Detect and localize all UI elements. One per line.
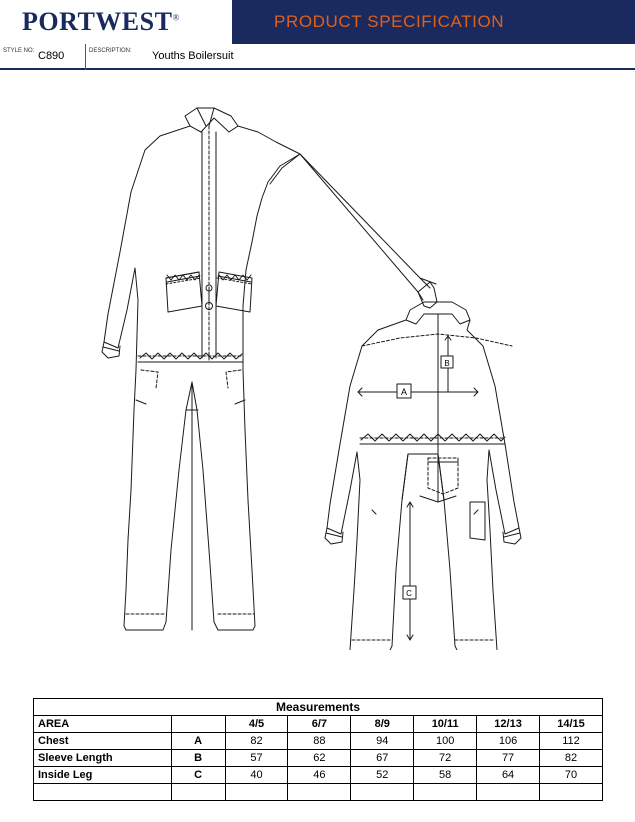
header-area: AREA: [34, 716, 172, 733]
callout-c: C: [406, 589, 412, 598]
header-size-8-9: 8/9: [351, 716, 414, 733]
header-size-14-15: 14/15: [540, 716, 603, 733]
style-label: STYLE NO:: [3, 48, 35, 54]
cell-inseam-14-15: 70: [540, 767, 603, 784]
back-view: [325, 302, 521, 650]
style-value: C890: [38, 50, 65, 62]
row-label-inside-leg: Inside Leg: [34, 767, 172, 784]
cell-chest-4-5: 82: [225, 733, 288, 750]
cell-empty-10-11: [414, 784, 477, 801]
cell-empty-12-13: [477, 784, 540, 801]
cell-chest-10-11: 100: [414, 733, 477, 750]
cell-sleeve-10-11: 72: [414, 750, 477, 767]
cell-inseam-8-9: 52: [351, 767, 414, 784]
table-row: [34, 767, 603, 784]
style-field: [0, 44, 86, 70]
boilersuit-illustration: [0, 70, 635, 650]
row-label-chest: Chest: [34, 733, 172, 750]
row-code-inside-leg: C: [171, 767, 225, 784]
front-view: [102, 108, 437, 630]
cell-inseam-6-7: 46: [288, 767, 351, 784]
row-label-empty: [34, 784, 172, 801]
table-row: [34, 733, 603, 750]
cell-sleeve-8-9: 67: [351, 750, 414, 767]
header-size-4-5: 4/5: [225, 716, 288, 733]
cell-empty-8-9: [351, 784, 414, 801]
cell-chest-6-7: 88: [288, 733, 351, 750]
description-value: Youths Boilersuit: [152, 50, 234, 62]
cell-sleeve-4-5: 57: [225, 750, 288, 767]
registered-mark-icon: ®: [172, 12, 180, 23]
cell-inseam-4-5: 40: [225, 767, 288, 784]
row-label-sleeve-length: Sleeve Length: [34, 750, 172, 767]
measurements-table: [33, 698, 603, 801]
cell-chest-8-9: 94: [351, 733, 414, 750]
cell-chest-12-13: 106: [477, 733, 540, 750]
cell-sleeve-12-13: 77: [477, 750, 540, 767]
callout-a: A: [400, 387, 408, 397]
row-code-chest: A: [171, 733, 225, 750]
header-size-10-11: 10/11: [414, 716, 477, 733]
measurements-table-wrapper: [33, 698, 603, 801]
table-row: [34, 750, 603, 767]
page-title: PRODUCT SPECIFICATION: [274, 12, 505, 31]
header-size-6-7: 6/7: [288, 716, 351, 733]
brand-name: PORTWEST®: [22, 7, 180, 36]
cell-sleeve-6-7: 62: [288, 750, 351, 767]
cell-empty-6-7: [288, 784, 351, 801]
row-code-sleeve-length: B: [171, 750, 225, 767]
cell-sleeve-14-15: 82: [540, 750, 603, 767]
cell-inseam-10-11: 58: [414, 767, 477, 784]
header-size-12-13: 12/13: [477, 716, 540, 733]
technical-drawing: [0, 70, 635, 650]
row-code-empty: [171, 784, 225, 801]
description-label: DESCRIPTION:: [89, 48, 132, 54]
description-field: [86, 44, 635, 70]
header-code: [171, 716, 225, 733]
brand-logo: [0, 0, 232, 44]
page-header: [0, 0, 635, 44]
table-row: [34, 784, 603, 801]
cell-empty-14-15: [540, 784, 603, 801]
cell-empty-4-5: [225, 784, 288, 801]
table-header-row: [34, 716, 603, 733]
table-title-row: [34, 699, 603, 716]
meta-bar: [0, 44, 635, 70]
cell-chest-14-15: 112: [540, 733, 603, 750]
callout-b: B: [444, 359, 450, 368]
cell-inseam-12-13: 64: [477, 767, 540, 784]
table-title: Measurements: [34, 699, 603, 716]
